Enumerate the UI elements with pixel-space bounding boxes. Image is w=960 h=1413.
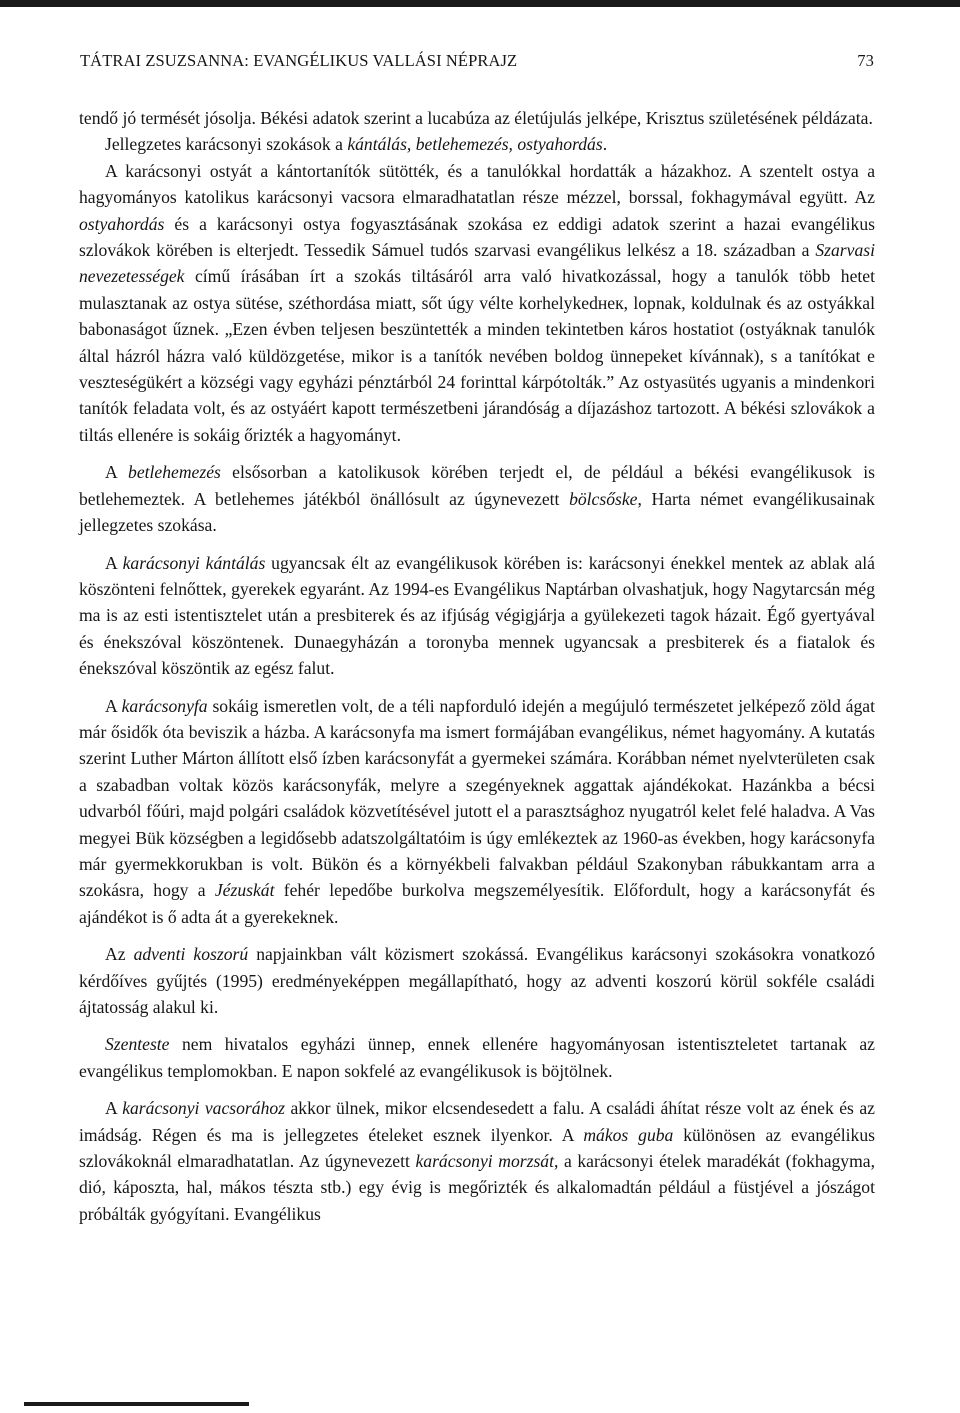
paragraph (79, 105, 875, 131)
paragraph (79, 131, 875, 157)
body-text (79, 105, 875, 1238)
text-run: Az (105, 944, 134, 965)
text-run: különösen az evangélikus szlovákoknál elmaradhatatlan. Az úgynevezett (79, 1124, 875, 1172)
text-run: napjainkban vált közismert szokássá. Evangélikus karácsonyi szokásokra vonatkozó kérdőíves gyűjtés (1995) eredményeképpen megállapítható, hogy az adventi koszorú körül sokféle családi ájtatosság alakul ki. (79, 944, 875, 1017)
italic-term: kántálás, betlehemezés, ostyahordás (347, 134, 603, 155)
paragraph (79, 1095, 875, 1227)
text-run: sokáig ismeretlen volt, de a téli napforduló idején a megújuló természetet jelképező zöld ágat már ősidők óta beviszik a házba. A karácsonyfa ma ismert formájában evangélikus, német hagyomány. A kutatás szerint Luther Márton állított első ízben karácsonyfát a gyermekei számára. Korábban német nyelvterületen csak a szabadban voltak közös karácsonyfák, melyre a szegényeknek aggattak ajándékokat. Hazánkba a bécsi udvarból főúri, majd polgári családok közvetítésével jutott el a parasztsághoz nyugatról kelet felé haladva. A Vas megyei Bük községben a legidősebb adatszolgáltatóim is úgy emlékeztek az 1960-as években, hogy karácsonyfa már gyermekkorukban is volt. Bükön és a környékbeli falvakban például Szakonyban rábukkantam arra a szokásra, hogy a (79, 695, 875, 901)
text-run: tendő jó termését jósolja. Békési adatok szerint a lucabúza az életújulás jelképe, Krisztus születésének példázata. (79, 108, 873, 128)
text-run: A (105, 1098, 123, 1119)
text-run: akkor ülnek, mikor elcsendesedett a falu. A családi áhítat része volt az ének és az imádság. Régen és ma is jellegzetes ételeket esznek ilyenkor. A (79, 1098, 875, 1145)
italic-term: bölcsőske (569, 488, 638, 509)
paragraph (79, 1031, 875, 1084)
paragraph (79, 941, 875, 1020)
italic-term: karácsonyi kántálás (122, 552, 266, 573)
text-run: A karácsonyi ostyát a kántortanítók sütötték, és a tanulókkal hordatták a házakhoz. A szentelt ostya a hagyományos katolikus karácsonyi vacsora elmaradhatatlan része mézzel, borssal, fokhagymával együtt. Az (79, 160, 875, 208)
text-run: A (105, 552, 123, 573)
italic-term: adventi koszorú (133, 944, 249, 965)
text-run: , a karácsonyi ételek maradékát (fokhagyma, dió, káposzta, hal, mákos tészta stb.) egy évig is megőrizték és alkalomadtán például a füstjével a jószágot próbálták gyógyítani. Evangélikus (79, 1151, 875, 1224)
text-run: és a karácsonyi ostya fogyasztásának szokása ez eddigi adatok szerint a hazai evangélikus szlovákok körében is elterjedt. Tessedik Sámuel tudós szarvasi evangélikus lelkész a 18. században a (79, 213, 875, 261)
italic-term: Szarvasi nevezetességek (79, 240, 875, 287)
text-run: , Harta német evangélikusainak jellegzetes szokása. (79, 488, 875, 536)
scan-bottom-edge (24, 1402, 249, 1406)
paragraph (79, 693, 875, 931)
italic-term: ostyahordás (79, 213, 165, 234)
text-run: című írásában írt a szokás tiltásáról arra való hivatkozással, hogy a tanulók több hetet mulasztanak az ostya sütése, széthordása miatt, sőt úgy vélte korhelykedнек, lopnak, koldulnak és az ostyákkal babonaságot űznek. „Ezen évben teljesen beszüntették a minden tekintetben káros hostatiot (ostyáknak tanulók által házról házra való küldözgetése, mikor is a tanítók nevében boldog ünnepeket kívánnak), s a tanítókat e veszteségükért a községi vagy egyházi pénztárból 24 forinttal kárpótolták.” Az ostyasütés ugyanis a mindenkori tanítók feladata volt, és az ostyáért kapott természetbeni járandóság a díjazáshoz tartozott. A békési szlovákok a tiltás ellenére is sokáig őrizték a hagyományt. (79, 266, 875, 445)
italic-term: betlehemezés (128, 462, 221, 483)
scan-top-edge (0, 0, 960, 7)
italic-term: Jézuskát (214, 880, 275, 901)
running-head (80, 51, 874, 71)
italic-term: karácsonyi morzsát (415, 1151, 554, 1172)
text-run: Jellegzetes karácsonyi szokások a (105, 134, 348, 155)
italic-term: karácsonyfa (121, 695, 208, 716)
page-number: 73 (857, 51, 874, 70)
text-run: nem hivatalos egyházi ünnep, ennek ellenére hagyományosan istentiszteletet tartanak az evangélikus templomokban. E napon sokfelé az evangélikusok is böjtölnek. (79, 1034, 875, 1081)
paragraph (79, 459, 875, 538)
paragraph (79, 158, 875, 448)
text-run: A (105, 695, 122, 716)
paragraph (79, 550, 875, 682)
text-run: fehér lepedőbe burkolva megszemélyesítik. Előfordult, hogy a karácsonyfát és ajándékot is ő adta át a gyerekeknek. (79, 880, 875, 927)
text-run: A (105, 462, 129, 483)
text-run: . (602, 134, 608, 155)
italic-term: karácsonyi vacsorához (122, 1098, 286, 1119)
italic-term: Szenteste (105, 1034, 170, 1055)
running-head-title: TÁTRAI ZSUZSANNA: EVANGÉLIKUS VALLÁSI NÉPRAJZ (80, 51, 518, 70)
italic-term: mákos guba (583, 1124, 674, 1145)
text-run: ugyancsak élt az evangélikusok körében is: karácsonyi énekkel mentek az ablak alá köszönteni felnőttek, gyerekek egyaránt. Az 1994-es Evangélikus Naptárban olvashatjuk, hogy Nagytarcsán még ma is az esti istentisztelet után a presbiterek és az ifjúság végigjárja a gyülekezeti tagok házait. Égő gyertyával és énekszóval köszöntenek. Dunaegyházán a toronyba mennek ugyancsak a presbiterek és a fiatalok és énekszóval köszöntik az egész falut. (79, 552, 875, 679)
text-run: elsősorban a katolikusok körében terjedt el, de például a békési evangélikusok is betlehemeztek. A betlehemes játékból önállósult az úgynevezett (79, 462, 875, 509)
